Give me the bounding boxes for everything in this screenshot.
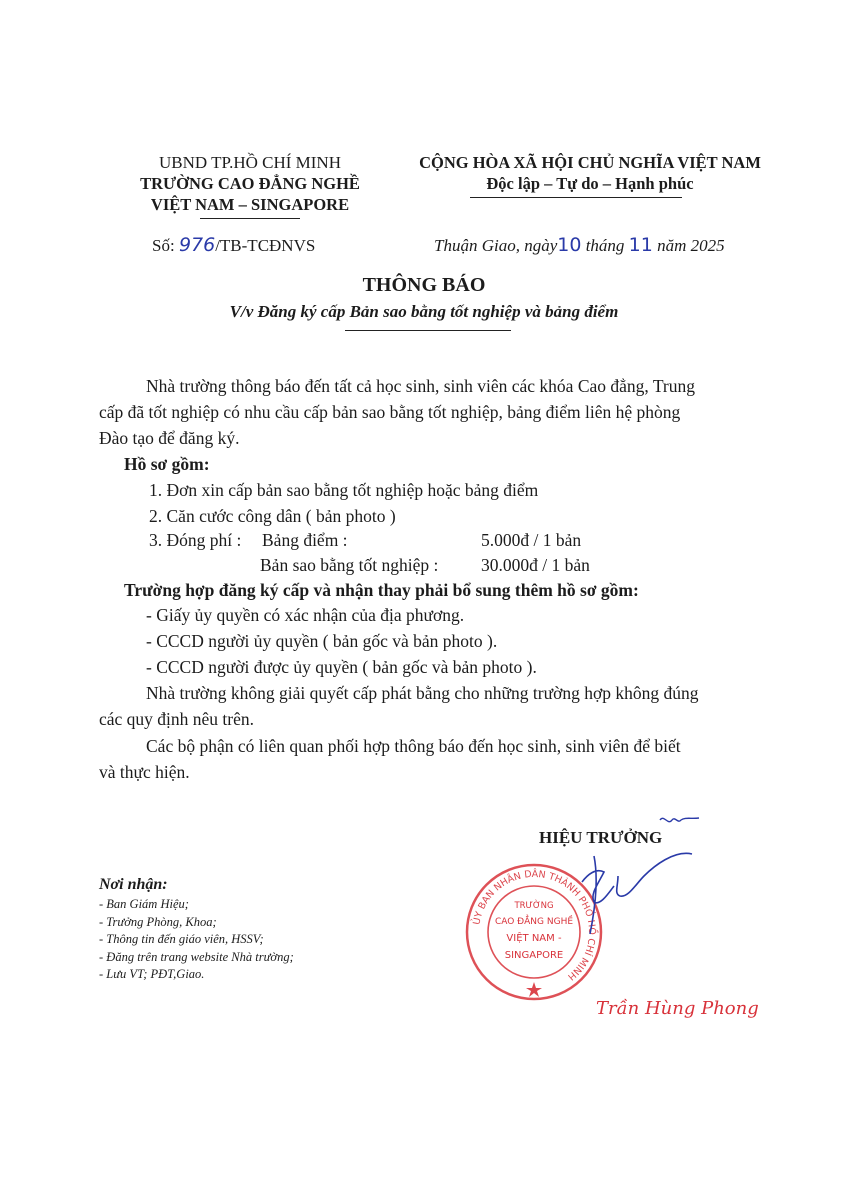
motto-underline [470,197,682,198]
proxy-item-1: - Giấy ủy quyền có xác nhận của địa phương. [146,605,465,625]
seal-inner-3: VIỆT NAM - [506,933,562,944]
date-month: 11 [628,234,653,256]
docs-item-3: 3. Đóng phí : [149,530,242,550]
issuer-line-3: VIỆT NAM – SINGAPORE [150,195,350,214]
fee-1-label: Bảng điểm : [262,530,348,550]
fee-1-value: 5.000đ / 1 bản [481,530,582,550]
seal-outer-text: ỦY BAN NHÂN DÂN THÀNH PHỐ HỒ CHÍ MINH [471,868,598,983]
signer-name: Trần Hùng Phong [596,998,759,1019]
recipient-item: - Đăng trên trang website Nhà trường; [99,949,294,964]
doc-number-suffix: /TB-TCĐNVS [215,236,316,255]
proxy-heading: Trường hợp đăng ký cấp và nhận thay phải bổ sung thêm hồ sơ gồm: [124,580,639,600]
national-motto-block [380,152,800,194]
date-place: Thuận Giao, ngày [434,236,558,255]
recipients-heading: Nơi nhận: [99,876,168,893]
closing-line-1: Các bộ phận có liên quan phối hợp thông báo đến học sinh, sinh viên để biết [146,736,681,756]
seal-inner-4: SINGAPORE [504,950,564,961]
docs-heading: Hồ sơ gồm: [124,454,210,474]
issuer-underline [200,218,300,219]
date-day: 10 [557,234,582,256]
proxy-item-2: - CCCD người ủy quyền ( bản gốc và bản photo ). [146,631,498,651]
seal-inner-1: TRƯỜNG [514,901,554,911]
date-year: năm 2025 [657,236,725,255]
issuer-line-1: UBND TP.HỒ CHÍ MINH [159,153,341,172]
note-line-1: Nhà trường không giải quyết cấp phát bằng cho những trường hợp không đúng [146,683,699,703]
recipient-item: - Lưu VT; PĐT,Giao. [99,967,205,981]
fee-2-value: 30.000đ / 1 bản [481,555,590,575]
national-name: CỘNG HÒA XÃ HỘI CHỦ NGHĨA VIỆT NAM [419,153,761,172]
docs-item-1: 1. Đơn xin cấp bản sao bằng tốt nghiệp hoặc bảng điểm [149,480,539,500]
national-motto: Độc lập – Tự do – Hạnh phúc [486,174,694,193]
signer-title: HIỆU TRƯỞNG [539,828,663,847]
note-line-2: các quy định nêu trên. [99,709,255,729]
subtitle-underline [345,330,511,331]
docs-item-2: 2. Căn cước công dân ( bản photo ) [149,506,396,526]
document-number [152,234,315,256]
issuer-block [115,152,385,215]
recipient-item: - Trưởng Phòng, Khoa; [99,914,217,929]
doc-number-prefix: Số: [152,236,179,255]
issuer-line-2: TRƯỜNG CAO ĐẲNG NGHỀ [140,174,360,193]
document-title: THÔNG BÁO [362,274,486,296]
recipients-block [99,876,294,984]
handwritten-signature-icon [560,812,720,942]
document-date [434,234,725,256]
recipient-item: - Thông tin đến giáo viên, HSSV; [99,932,264,946]
document-subtitle: V/v Đăng ký cấp Bản sao bằng tốt nghiệp và bảng điểm [229,302,619,321]
date-month-label: tháng [585,236,625,255]
doc-number-handwritten: 976 [178,234,216,256]
seal-inner-2: CAO ĐẲNG NGHỀ [494,917,574,927]
intro-line-2: cấp đã tốt nghiệp có nhu cầu cấp bản sao bằng tốt nghiệp, bảng điểm liên hệ phòng [99,402,681,422]
fee-2-label: Bản sao bằng tốt nghiệp : [260,555,439,575]
recipient-item: - Ban Giám Hiệu; [99,897,189,911]
closing-line-2: và thực hiện. [99,762,190,782]
proxy-item-3: - CCCD người được ủy quyền ( bản gốc và bản photo ). [146,657,537,677]
intro-line-3: Đào tạo để đăng ký. [99,428,240,448]
intro-line-1: Nhà trường thông báo đến tất cả học sinh, sinh viên các khóa Cao đẳng, Trung [146,376,695,396]
